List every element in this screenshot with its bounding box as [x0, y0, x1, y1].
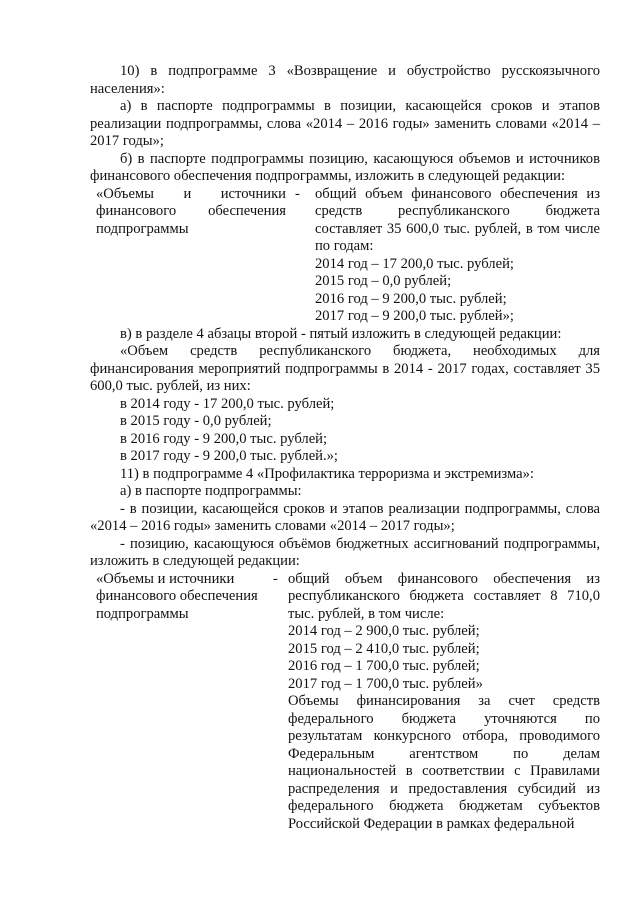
funding-table-2-year: 2014 год – 2 900,0 тыс. рублей; — [288, 623, 480, 639]
funding-table-1-dash: - — [295, 185, 300, 202]
paragraph-10: 10) в подпрограмме 3 «Возвращение и обустройство русскоязычного населения»: — [90, 63, 600, 97]
funding-table-1 — [90, 186, 600, 326]
funding-table-2-value-cell — [288, 571, 600, 834]
volume-year: в 2015 году - 0,0 рублей; — [120, 413, 272, 429]
funding-table-1-value-cell — [315, 186, 600, 326]
funding-table-2-year: 2017 год – 1 700,0 тыс. рублей» — [288, 675, 483, 692]
funding-table-1-label: «Объемы и источники финансового обеспечения подпрограммы — [96, 185, 286, 237]
funding-table-1-label-cell — [90, 186, 315, 326]
paragraph-volume: «Объем средств республиканского бюджета, необходимых для финансирования мероприятий подпрограммы в 2014 - 2017 годах, составляет 35 600,0 тыс. рублей, из них: — [90, 343, 600, 394]
paragraph-11a-item-1: - в позиции, касающейся сроков и этапов реализации подпрограммы, слова «2014 – 2016 годы» заменить словами «2014 – 2017 годы»; — [90, 500, 600, 534]
funding-table-2-year: 2016 год – 1 700,0 тыс. рублей; — [288, 658, 480, 674]
paragraph-10a: а) в паспорте подпрограммы в позиции, касающейся сроков и этапов реализации подпрограммы, слова «2014 – 2016 годы» заменить словами «2014 – 2017 годы»; — [90, 98, 600, 149]
paragraph-11: 11) в подпрограмме 4 «Профилактика терроризма и экстремизма»: — [120, 465, 534, 482]
volume-year: в 2016 году - 9 200,0 тыс. рублей; — [120, 430, 328, 447]
funding-table-1-intro: общий объем финансового обеспечения из средств республиканского бюджета составляет 35 600,0 тыс. рублей, в том числе по годам: — [315, 185, 600, 254]
funding-table-2-note: Объемы финансирования за счет средств федерального бюджета уточняются по результатам конкурсного отбора, проводимого Федеральным агентством по делам национальностей в соответствии с Правилами распределения и предоставления субсидий из федерального бюджета бюджетам субъектов Российской Федерации в рамках федеральной — [288, 693, 600, 832]
volume-year: в 2014 году - 17 200,0 тыс. рублей; — [120, 395, 335, 412]
volume-year: в 2017 году - 9 200,0 тыс. рублей.»; — [120, 448, 338, 464]
funding-table-2 — [90, 571, 600, 834]
funding-table-2-year: 2015 год – 2 410,0 тыс. рублей; — [288, 640, 480, 657]
funding-table-1-year: 2015 год – 0,0 рублей; — [315, 273, 452, 289]
funding-table-2-intro: общий объем финансового обеспечения из республиканского бюджета составляет 8 710,0 тыс. рублей, в том числе: — [288, 570, 600, 622]
funding-table-1-year: 2014 год – 17 200,0 тыс. рублей; — [315, 255, 514, 272]
funding-table-1-year: 2016 год – 9 200,0 тыс. рублей; — [315, 290, 507, 307]
funding-table-2-label-cell — [90, 571, 288, 834]
paragraph-10v: в) в разделе 4 абзацы второй - пятый изложить в следующей редакции: — [120, 325, 562, 342]
paragraph-11a-item-2: - позицию, касающуюся объёмов бюджетных ассигнований подпрограммы, изложить в следующей редакции: — [90, 535, 600, 569]
paragraph-10b: б) в паспорте подпрограммы позицию, касающуюся объемов и источников финансового обеспечения подпрограммы, изложить в следующей редакции: — [90, 150, 600, 184]
paragraph-11a: а) в паспорте подпрограммы: — [120, 483, 302, 499]
document-page — [90, 63, 600, 833]
funding-table-2-label: «Объемы и источники финансового обеспечения подпрограммы — [96, 570, 258, 622]
funding-table-1-year: 2017 год – 9 200,0 тыс. рублей»; — [315, 308, 514, 324]
funding-table-2-dash: - — [273, 570, 278, 587]
